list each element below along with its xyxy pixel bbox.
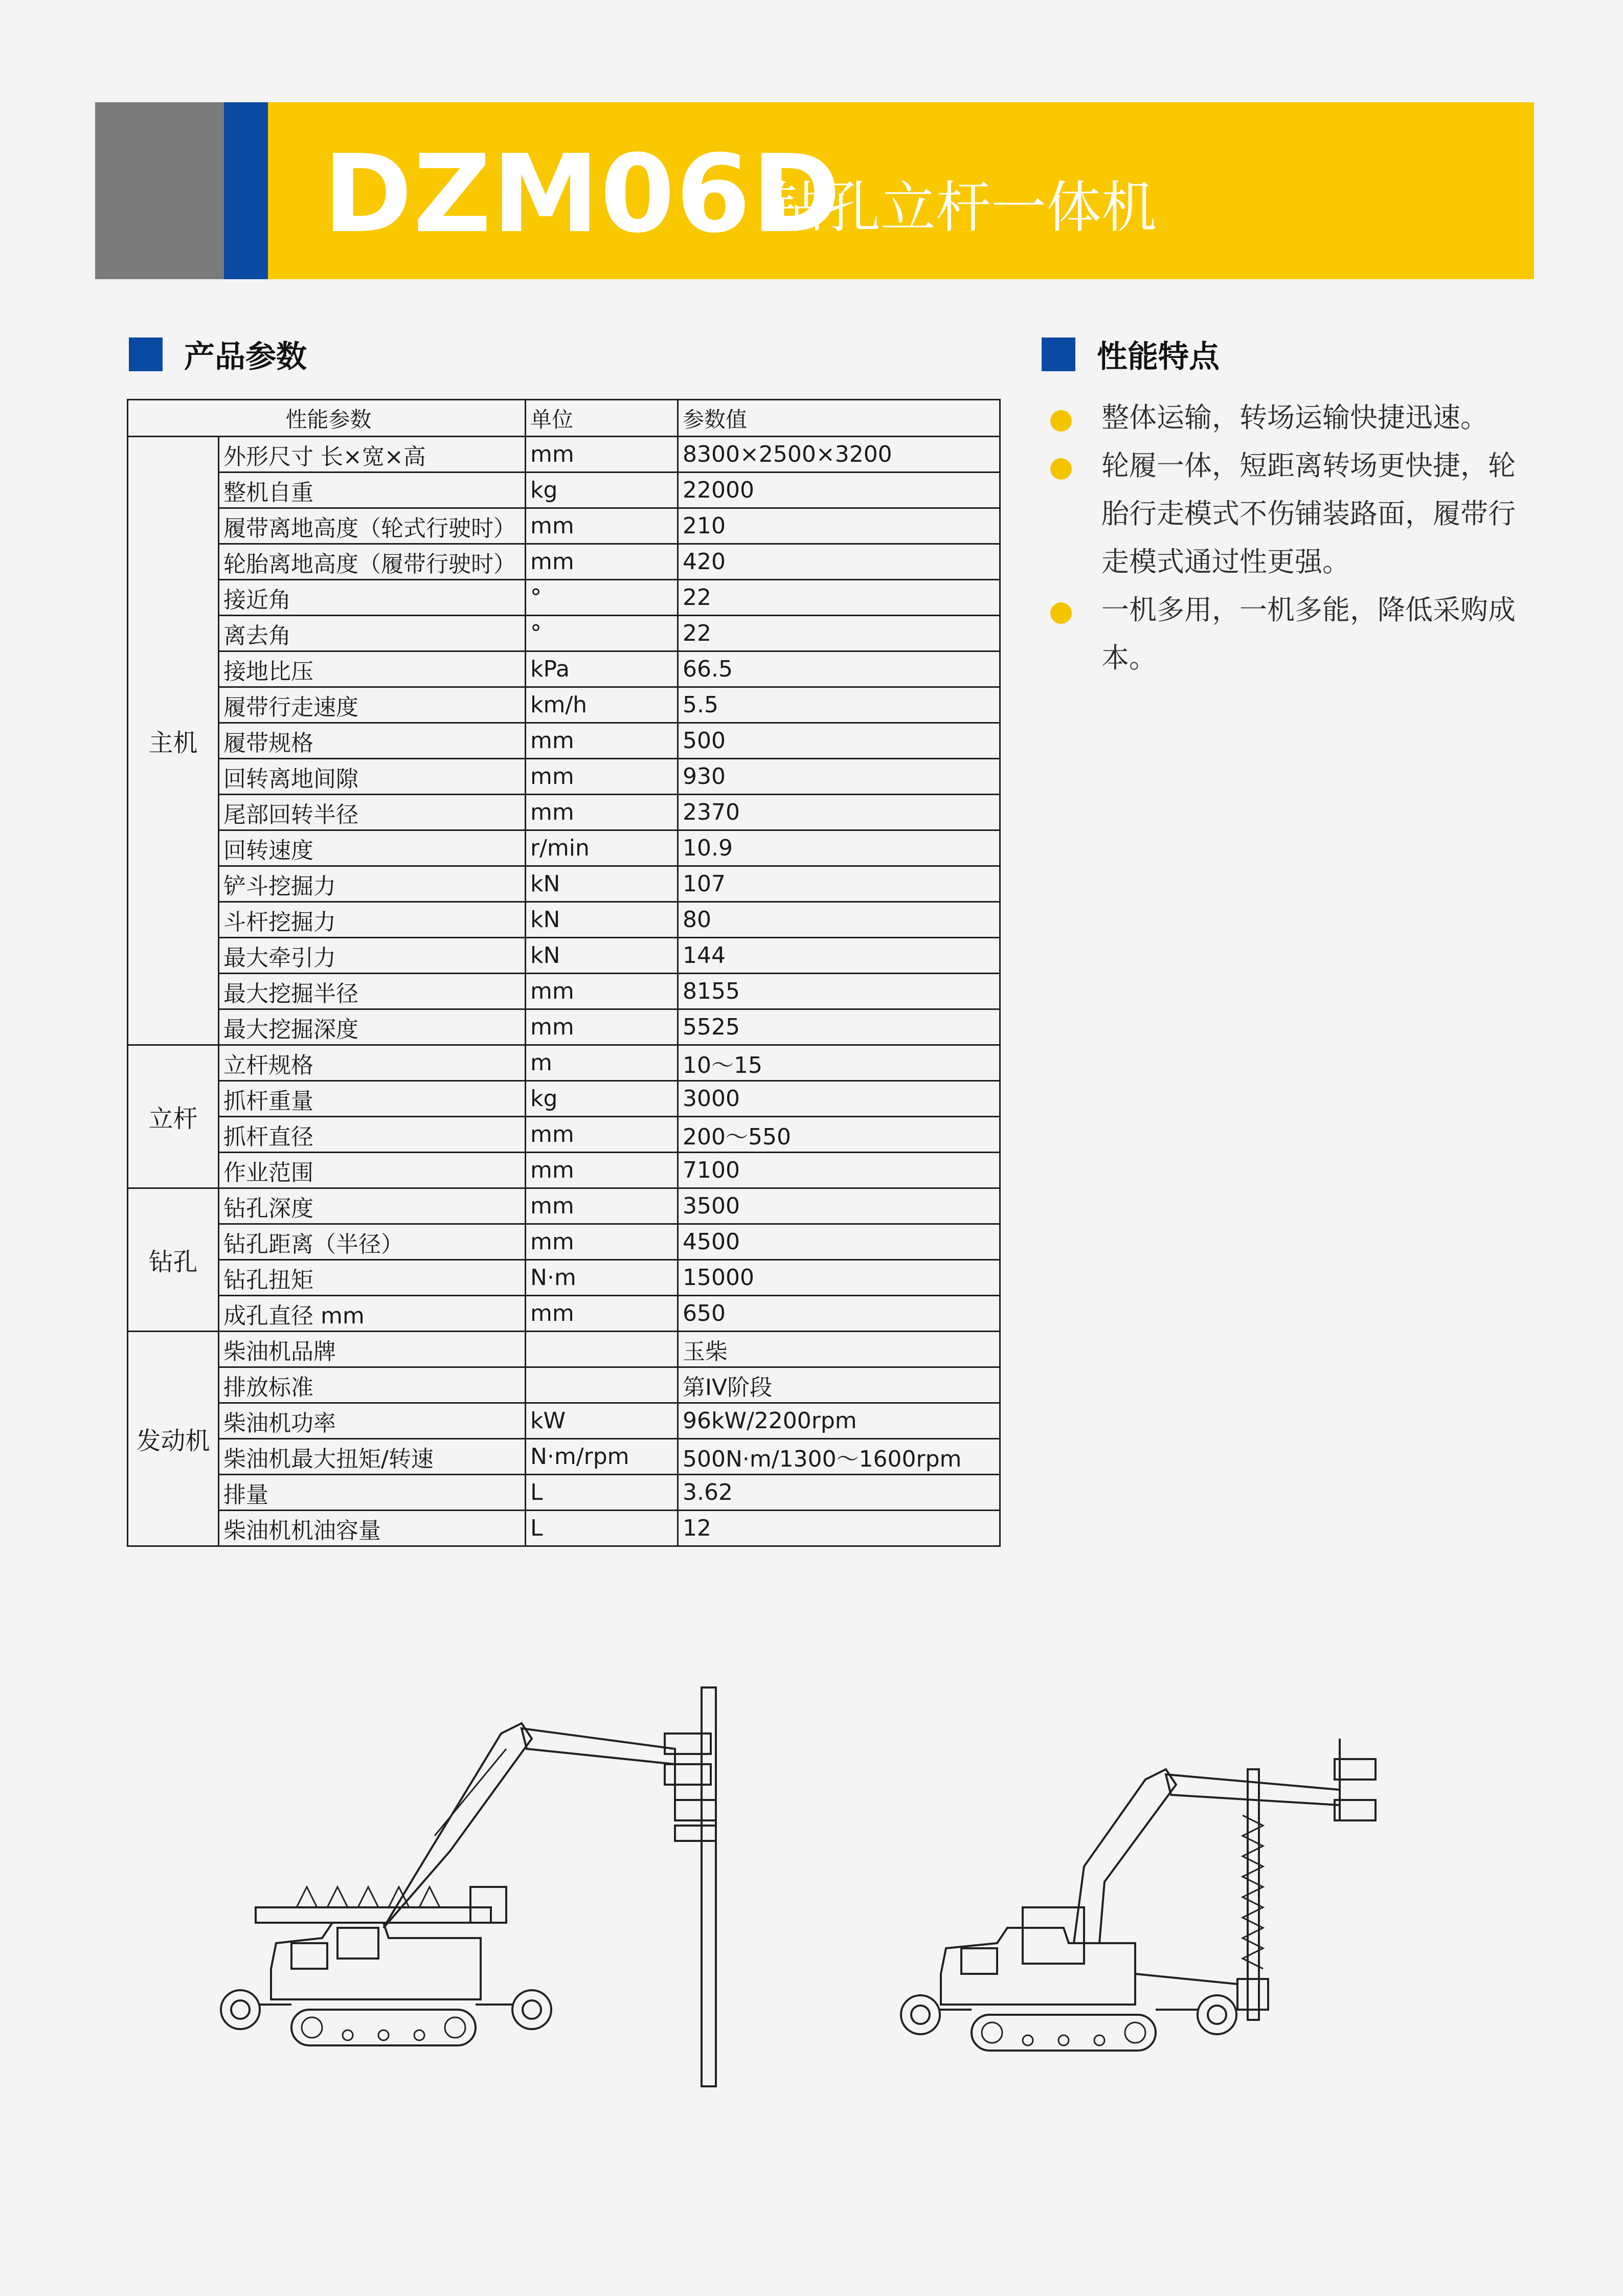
param-name-cell: 抓杆直径 (219, 1117, 526, 1153)
param-name-cell: 钻孔扭矩 (219, 1260, 526, 1296)
table-row (128, 508, 1000, 544)
feature-item (1043, 586, 1524, 682)
table-row (128, 580, 1000, 616)
value-cell: 22 (678, 580, 1000, 616)
unit-cell: r/min (526, 830, 678, 866)
param-name-cell: 外形尺寸 长×宽×高 (219, 437, 526, 472)
features-list (1043, 394, 1524, 682)
value-cell: 200～550 (678, 1117, 1000, 1153)
table-row (128, 1439, 1000, 1475)
group-label: 发动机 (128, 1332, 219, 1546)
unit-cell: mm (526, 795, 678, 830)
feature-item (1043, 394, 1524, 442)
table-row (128, 1296, 1000, 1332)
group-label: 主机 (128, 437, 219, 1045)
value-cell: 3.62 (678, 1475, 1000, 1511)
feature-text: 整体运输，转场运输快捷迅速。 (1101, 401, 1488, 434)
unit-cell: kW (526, 1403, 678, 1439)
value-cell: 12 (678, 1511, 1000, 1546)
param-name-cell: 整机自重 (219, 472, 526, 508)
value-cell: 第IV阶段 (678, 1367, 1000, 1403)
param-name-cell: 履带离地高度（轮式行驶时） (219, 508, 526, 544)
unit-cell: N·m/rpm (526, 1439, 678, 1475)
unit-cell: mm (526, 1188, 678, 1224)
unit-cell: mm (526, 1117, 678, 1153)
param-name-cell: 排量 (219, 1475, 526, 1511)
param-name-cell: 成孔直径 mm (219, 1296, 526, 1332)
unit-cell: ° (526, 580, 678, 616)
value-cell: 5.5 (678, 687, 1000, 723)
params-heading-text: 产品参数 (184, 339, 307, 375)
value-cell: 3500 (678, 1188, 1000, 1224)
table-row (128, 1081, 1000, 1117)
heading-square-icon (1042, 337, 1075, 371)
param-name-cell: 轮胎离地高度（履带行驶时） (219, 544, 526, 580)
unit-cell: mm (526, 1009, 678, 1045)
param-name-cell: 斗杆挖掘力 (219, 902, 526, 938)
bullet-dot-icon (1050, 458, 1072, 480)
param-name-cell: 接地比压 (219, 651, 526, 687)
heading-square-icon (129, 337, 163, 371)
unit-cell: ° (526, 616, 678, 651)
param-name-cell: 回转速度 (219, 830, 526, 866)
table-row (128, 1153, 1000, 1188)
feature-item (1043, 442, 1524, 586)
value-cell: 22000 (678, 472, 1000, 508)
param-name-cell: 离去角 (219, 616, 526, 651)
group-label: 立杆 (128, 1045, 219, 1188)
col-header-unit: 单位 (526, 400, 678, 437)
param-name-cell: 回转离地间隙 (219, 759, 526, 795)
value-cell: 210 (678, 508, 1000, 544)
table-row (128, 723, 1000, 759)
param-name-cell: 柴油机功率 (219, 1403, 526, 1439)
table-row (128, 472, 1000, 508)
table-row (128, 1224, 1000, 1260)
table-row (128, 1367, 1000, 1403)
unit-cell: mm (526, 437, 678, 472)
unit-cell: kg (526, 1081, 678, 1117)
value-cell: 650 (678, 1296, 1000, 1332)
bullet-dot-icon (1050, 410, 1072, 432)
unit-cell (526, 1332, 678, 1367)
param-name-cell: 抓杆重量 (219, 1081, 526, 1117)
value-cell: 930 (678, 759, 1000, 795)
table-row (128, 1045, 1000, 1081)
value-cell: 420 (678, 544, 1000, 580)
value-cell: 5525 (678, 1009, 1000, 1045)
value-cell: 107 (678, 866, 1000, 902)
table-row (128, 759, 1000, 795)
table-row (128, 1009, 1000, 1045)
unit-cell: mm (526, 508, 678, 544)
table-row (128, 687, 1000, 723)
col-header-param: 性能参数 (128, 400, 526, 437)
table-row (128, 902, 1000, 938)
value-cell: 500N·m/1300～1600rpm (678, 1439, 1000, 1475)
param-name-cell: 最大牵引力 (219, 938, 526, 974)
param-name-cell: 铲斗挖掘力 (219, 866, 526, 902)
model-name: DZM06D (323, 131, 842, 257)
unit-cell: kN (526, 938, 678, 974)
param-name-cell: 最大挖掘半径 (219, 974, 526, 1009)
bullet-dot-icon (1050, 602, 1072, 624)
param-name-cell: 立杆规格 (219, 1045, 526, 1081)
unit-cell: mm (526, 759, 678, 795)
unit-cell: mm (526, 544, 678, 580)
table-row (128, 616, 1000, 651)
param-name-cell: 钻孔距离（半径） (219, 1224, 526, 1260)
param-name-cell: 排放标准 (219, 1367, 526, 1403)
table-row (128, 651, 1000, 687)
table-row (128, 437, 1000, 472)
unit-cell: m (526, 1045, 678, 1081)
param-name-cell: 最大挖掘深度 (219, 1009, 526, 1045)
banner-grey-block (95, 102, 224, 279)
unit-cell (526, 1367, 678, 1403)
param-name-cell: 尾部回转半径 (219, 795, 526, 830)
value-cell: 玉柴 (678, 1332, 1000, 1367)
table-row (128, 866, 1000, 902)
unit-cell: kPa (526, 651, 678, 687)
table-row (128, 938, 1000, 974)
value-cell: 4500 (678, 1224, 1000, 1260)
unit-cell: kN (526, 866, 678, 902)
table-row (128, 974, 1000, 1009)
value-cell: 10.9 (678, 830, 1000, 866)
value-cell: 66.5 (678, 651, 1000, 687)
value-cell: 8155 (678, 974, 1000, 1009)
param-name-cell: 作业范围 (219, 1153, 526, 1188)
param-name-cell: 柴油机最大扭矩/转速 (219, 1439, 526, 1475)
unit-cell: km/h (526, 687, 678, 723)
col-header-value: 参数值 (678, 400, 1000, 437)
param-name-cell: 钻孔深度 (219, 1188, 526, 1224)
unit-cell: L (526, 1475, 678, 1511)
table-row (128, 1117, 1000, 1153)
value-cell: 144 (678, 938, 1000, 974)
value-cell: 2370 (678, 795, 1000, 830)
table-row (128, 1475, 1000, 1511)
unit-cell: mm (526, 1153, 678, 1188)
value-cell: 3000 (678, 1081, 1000, 1117)
feature-text: 轮履一体，短距离转场更快捷，轮胎行走模式不伤铺装路面，履带行走模式通过性更强。 (1101, 449, 1516, 578)
features-heading-text: 性能特点 (1097, 339, 1220, 375)
table-row (128, 1511, 1000, 1546)
machine-side-view-pole-icon (215, 1682, 757, 2091)
param-name-cell: 履带规格 (219, 723, 526, 759)
value-cell: 7100 (678, 1153, 1000, 1188)
features-heading (1042, 332, 1220, 376)
group-label: 钻孔 (128, 1188, 219, 1332)
unit-cell: mm (526, 974, 678, 1009)
feature-text: 一机多用，一机多能，降低采购成本。 (1101, 594, 1516, 674)
table-row (128, 795, 1000, 830)
unit-cell: kg (526, 472, 678, 508)
table-row (128, 1332, 1000, 1367)
param-name-cell: 接近角 (219, 580, 526, 616)
unit-cell: mm (526, 723, 678, 759)
unit-cell: L (526, 1511, 678, 1546)
param-name-cell: 柴油机品牌 (219, 1332, 526, 1367)
value-cell: 10～15 (678, 1045, 1000, 1081)
table-row (128, 1260, 1000, 1296)
value-cell: 96kW/2200rpm (678, 1403, 1000, 1439)
unit-cell: mm (526, 1296, 678, 1332)
spec-table (127, 399, 1001, 1547)
banner-blue-stripe (224, 102, 268, 279)
table-row (128, 1188, 1000, 1224)
value-cell: 15000 (678, 1260, 1000, 1296)
machine-side-view-auger-icon (890, 1739, 1432, 2086)
unit-cell: N·m (526, 1260, 678, 1296)
title-banner (95, 102, 1534, 279)
unit-cell: kN (526, 902, 678, 938)
table-header-row (128, 400, 1000, 437)
table-row (128, 544, 1000, 580)
table-row (128, 830, 1000, 866)
value-cell: 8300×2500×3200 (678, 437, 1000, 472)
unit-cell: mm (526, 1224, 678, 1260)
value-cell: 22 (678, 616, 1000, 651)
model-subtitle: 钻孔立杆一体机 (770, 176, 1157, 240)
param-name-cell: 柴油机机油容量 (219, 1511, 526, 1546)
table-row (128, 1403, 1000, 1439)
param-name-cell: 履带行走速度 (219, 687, 526, 723)
value-cell: 500 (678, 723, 1000, 759)
params-heading (129, 332, 307, 376)
value-cell: 80 (678, 902, 1000, 938)
